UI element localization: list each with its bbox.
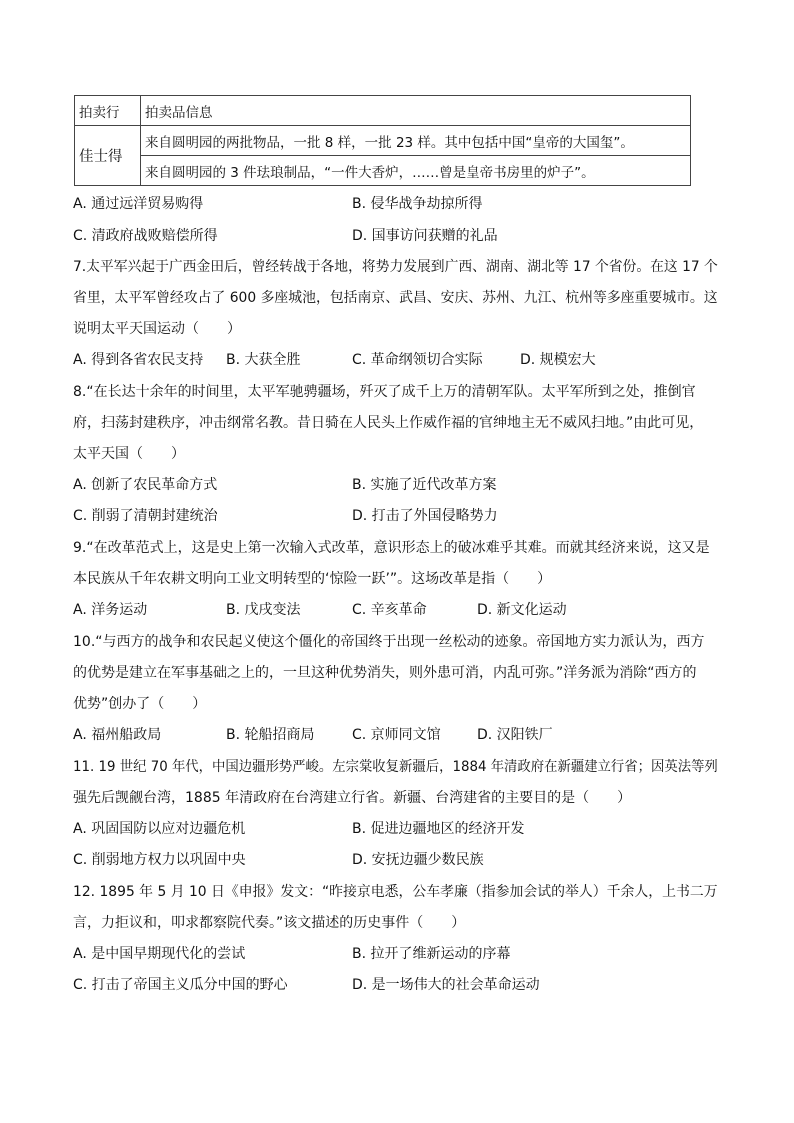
q11-option-a[interactable]: A. 巩固国防以应对边疆危机 <box>73 821 246 837</box>
q12-option-b[interactable]: B. 拉开了维新运动的序幕 <box>352 946 511 962</box>
q10-option-c[interactable]: C. 京师同文馆 <box>352 727 441 743</box>
q12-option-c[interactable]: C. 打击了帝国主义瓜分中国的野心 <box>73 977 288 993</box>
q7-option-b[interactable]: B. 大获全胜 <box>226 352 301 368</box>
q10-stem-line: 10.“与西方的战争和农民起义使这个僵化的帝国终于出现一丝松动的迹象。帝国地方实力派认为，西方 <box>73 634 705 650</box>
q6-option-d[interactable]: D. 国事访问获赠的礼品 <box>352 228 498 244</box>
table-header-row <box>75 96 691 126</box>
q6-option-b[interactable]: B. 侵华战争劫掠所得 <box>352 196 483 212</box>
q11-option-c[interactable]: C. 削弱地方权力以巩固中央 <box>73 852 246 868</box>
q11-option-b[interactable]: B. 促进边疆地区的经济开发 <box>352 821 525 837</box>
q7-option-d[interactable]: D. 规模宏大 <box>520 352 596 368</box>
q8-stem-line: 8.“在长达十余年的时间里，太平军驰骋疆场，歼灭了成千上万的清朝军队。太平军所到之处，推倒官 <box>73 384 696 400</box>
q9-stem-line: 9.“在改革范式上，这是史上第一次输入式改革，意识形态上的破冰难乎其难。而就其经济来说，这又是 <box>73 540 710 556</box>
q9-option-a[interactable]: A. 洋务运动 <box>73 602 148 618</box>
q6-option-c[interactable]: C. 清政府战败赔偿所得 <box>73 228 218 244</box>
q7-option-c[interactable]: C. 革命纲领切合实际 <box>352 352 483 368</box>
q7-stem-line: 省里，太平军曾经攻占了 600 多座城池，包括南京、武昌、安庆、苏州、九江、杭州等多座重要城市。这 <box>73 290 718 306</box>
auction-house-cell: 佳士得 <box>75 126 141 186</box>
q8-stem-line: 太平天国（ ） <box>73 446 185 462</box>
q8-option-d[interactable]: D. 打击了外国侵略势力 <box>352 508 498 524</box>
q7-stem-line: 说明太平天国运动（ ） <box>73 321 241 337</box>
q8-option-c[interactable]: C. 削弱了清朝封建统治 <box>73 508 218 524</box>
q10-stem-line: 优势”创办了（ ） <box>73 696 207 712</box>
table-row <box>75 156 691 186</box>
header-auction-house: 拍卖行 <box>75 96 141 126</box>
q8-option-a[interactable]: A. 创新了农民革命方式 <box>73 477 218 493</box>
q10-option-a[interactable]: A. 福州船政局 <box>73 727 162 743</box>
q9-stem-line: 本民族从千年农耕文明向工业文明转型的‘惊险一跃’”。这场改革是指（ ） <box>73 571 552 587</box>
item-info-cell: 来自圆明园的两批物品，一批 8 样，一批 23 样。其中包括中国“皇帝的大国玺”。 <box>141 126 691 156</box>
q8-option-b[interactable]: B. 实施了近代改革方案 <box>352 477 497 493</box>
q11-option-d[interactable]: D. 安抚边疆少数民族 <box>352 852 484 868</box>
q12-stem-line: 12. 1895 年 5 月 10 日《申报》发文：“昨接京电悉，公车孝廉（指参加会试的举人）千余人，上书二万 <box>73 884 718 900</box>
q9-option-d[interactable]: D. 新文化运动 <box>477 602 567 618</box>
q8-stem-line: 府，扫荡封建秩序，冲击纲常名教。昔日骑在人民头上作威作福的官绅地主无不威风扫地。”由此可见， <box>73 415 704 431</box>
q10-stem-line: 的优势是建立在军事基础之上的，一旦这种优势消失，则外患可消，内乱可弥。”洋务派为消除“西方的 <box>73 665 697 681</box>
table-row <box>75 126 691 156</box>
q12-option-d[interactable]: D. 是一场伟大的社会革命运动 <box>352 977 540 993</box>
q11-stem-line: 11. 19 世纪 70 年代，中国边疆形势严峻。左宗棠收复新疆后，1884 年清政府在新疆建立行省；因英法等列 <box>73 759 718 775</box>
q11-stem-line: 强先后觊觎台湾，1885 年清政府在台湾建立行省。新疆、台湾建省的主要目的是（ ） <box>73 790 632 806</box>
q6-option-a[interactable]: A. 通过远洋贸易购得 <box>73 196 204 212</box>
auction-table <box>74 95 691 186</box>
q9-option-b[interactable]: B. 戊戌变法 <box>226 602 301 618</box>
q7-stem-line: 7.太平军兴起于广西金田后，曾经转战于各地，将势力发展到广西、湖南、湖北等 17 个省份。在这 17 个 <box>73 259 718 275</box>
q12-stem-line: 言，力拒议和，叩求都察院代奏。”该文描述的历史事件（ ） <box>73 915 466 931</box>
item-info-cell: 来自圆明园的 3 件珐琅制品，“一件大香炉，……曾是皇帝书房里的炉子”。 <box>141 156 691 186</box>
q9-option-c[interactable]: C. 辛亥革命 <box>352 602 427 618</box>
q10-option-d[interactable]: D. 汉阳铁厂 <box>477 727 553 743</box>
q7-option-a[interactable]: A. 得到各省农民支持 <box>73 352 204 368</box>
header-item-info: 拍卖品信息 <box>141 96 691 126</box>
q12-option-a[interactable]: A. 是中国早期现代化的尝试 <box>73 946 246 962</box>
q10-option-b[interactable]: B. 轮船招商局 <box>226 727 315 743</box>
